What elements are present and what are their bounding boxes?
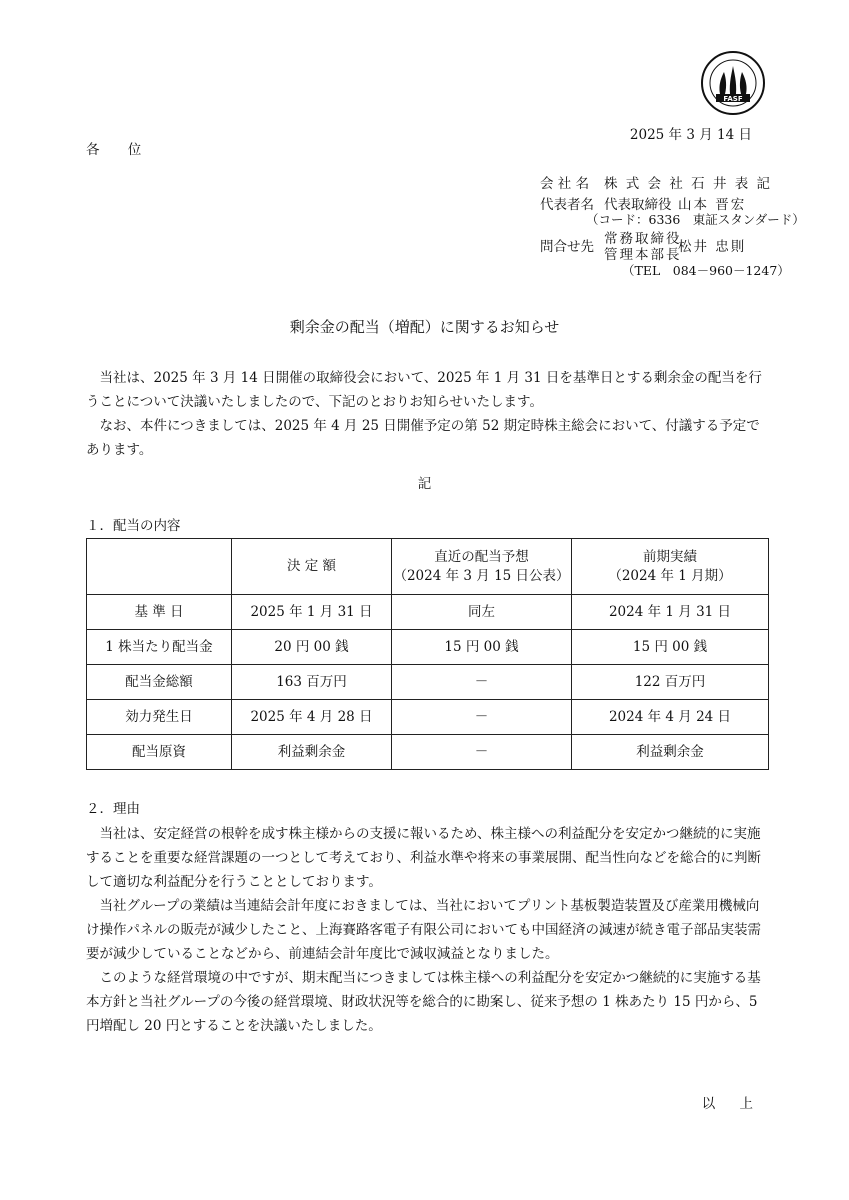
representative-name: 山本 晋宏 <box>678 197 747 213</box>
table-cell: 122 百万円 <box>572 665 769 700</box>
table-cell: 15 円 00 銭 <box>392 630 572 665</box>
table-cell: 利益剰余金 <box>572 735 769 770</box>
table-cell: － <box>392 735 572 770</box>
table-header-cell <box>572 539 769 595</box>
closing-mark: 以 上 <box>701 1096 763 1112</box>
reason-paragraph: このような経営環境の中ですが、期末配当につきましては株主様への利益配分を安定かつ継続的に実施する基本方針と当社グループの今後の経営環境、財政状況等を総合的に勘案し、従来予想の 1 株あたり 15 円から、5 円増配し 20 円とすることを決議いたしました。 <box>86 970 761 1034</box>
intro-paragraph: なお、本件につきましては、2025 年 4 月 25 日開催予定の第 52 期定時株主総会において、付議する予定であります。 <box>86 418 760 458</box>
intro-section <box>86 366 766 462</box>
contact-label: 問合せ先 <box>540 239 594 255</box>
row-label: 1 株当たり配当金 <box>87 630 232 665</box>
intro-paragraph: 当社は、2025 年 3 月 14 日開催の取締役会において、2025 年 1 月 31 日を基準日とする剰余金の配当を行うことについて決議いたしましたので、下記のとおりお知らせいたします。 <box>86 370 762 410</box>
header-prior-note: （2024 年 1 月期） <box>608 567 732 584</box>
row-label: 効力発生日 <box>87 700 232 735</box>
contact-title-2: 管理本部長 <box>604 247 682 263</box>
table-cell: 2025 年 4 月 28 日 <box>232 700 392 735</box>
table-cell: 利益剰余金 <box>232 735 392 770</box>
addressee: 各 位 <box>86 142 154 158</box>
table-cell: － <box>392 700 572 735</box>
representative-title: 代表取締役 <box>604 197 672 213</box>
company-name: 株 式 会 社 石 井 表 記 <box>604 176 773 192</box>
fasf-logo <box>700 50 766 116</box>
table-cell: 2024 年 1 月 31 日 <box>572 595 769 630</box>
logo-text: FASF <box>723 95 743 103</box>
release-date: 2025 年 3 月 14 日 <box>629 127 752 143</box>
document-title: 剰余金の配当（増配）に関するお知らせ <box>289 318 560 336</box>
contact-title-1: 常務取締役 <box>604 231 682 247</box>
table-cell: 163 百万円 <box>232 665 392 700</box>
table-row <box>87 665 769 700</box>
table-header-cell <box>232 539 392 595</box>
header-forecast-note: （2024 年 3 月 15 日公表） <box>393 567 570 584</box>
contact-tel: （TEL 084－960－1247） <box>622 263 790 278</box>
reason-paragraph: 当社は、安定経営の根幹を成す株主様からの支援に報いるため、株主様への利益配分を安定かつ継続的に実施することを重要な経営課題の一つとして考えており、利益水準や将来の事業展開、配当性向などを総合的に判断して適切な利益配分を行うこととしております。 <box>86 826 761 890</box>
row-label: 基 準 日 <box>87 595 232 630</box>
table-header-row <box>87 539 769 595</box>
table-row <box>87 735 769 770</box>
reason-paragraph: 当社グループの業績は当連結会計年度におきましては、当社においてプリント基板製造装置及び産業用機械向け操作パネルの販売が減少したこと、上海賽路客電子有限公司においても中国経済の減速が続き電子部品実装需要が減少していることなどから、前連結会計年度比で減収減益となりました。 <box>86 898 761 962</box>
representative-label: 代表者名 <box>540 197 594 213</box>
header-prior: 前期実績 <box>643 548 697 565</box>
dividend-table <box>86 538 769 770</box>
table-row <box>87 595 769 630</box>
header-decision: 決 定 額 <box>286 558 337 574</box>
company-name-label: 会 社 名 <box>540 176 590 192</box>
fasf-seal-icon <box>700 50 766 116</box>
company-info-block <box>452 172 805 282</box>
table-cell: 同左 <box>392 595 572 630</box>
table-cell: 2024 年 4 月 24 日 <box>572 700 769 735</box>
table-cell: 20 円 00 銭 <box>232 630 392 665</box>
table-header-cell <box>392 539 572 595</box>
table-cell: 2025 年 1 月 31 日 <box>232 595 392 630</box>
reason-section <box>86 822 766 1038</box>
row-label: 配当金総額 <box>87 665 232 700</box>
table-cell: － <box>392 665 572 700</box>
table-cell: 15 円 00 銭 <box>572 630 769 665</box>
table-row <box>87 700 769 735</box>
ki-heading: 記 <box>417 476 432 492</box>
section-heading-dividend: １．配当の内容 <box>86 518 181 534</box>
section-heading-reason: ２．理由 <box>86 801 140 817</box>
table-header-cell <box>87 539 232 595</box>
stock-code: （コード：6336 東証スタンダード） <box>586 212 805 227</box>
row-label: 配当原資 <box>87 735 232 770</box>
contact-name: 松井 忠則 <box>678 239 747 255</box>
header-forecast: 直近の配当予想 <box>434 548 529 565</box>
table-row <box>87 630 769 665</box>
